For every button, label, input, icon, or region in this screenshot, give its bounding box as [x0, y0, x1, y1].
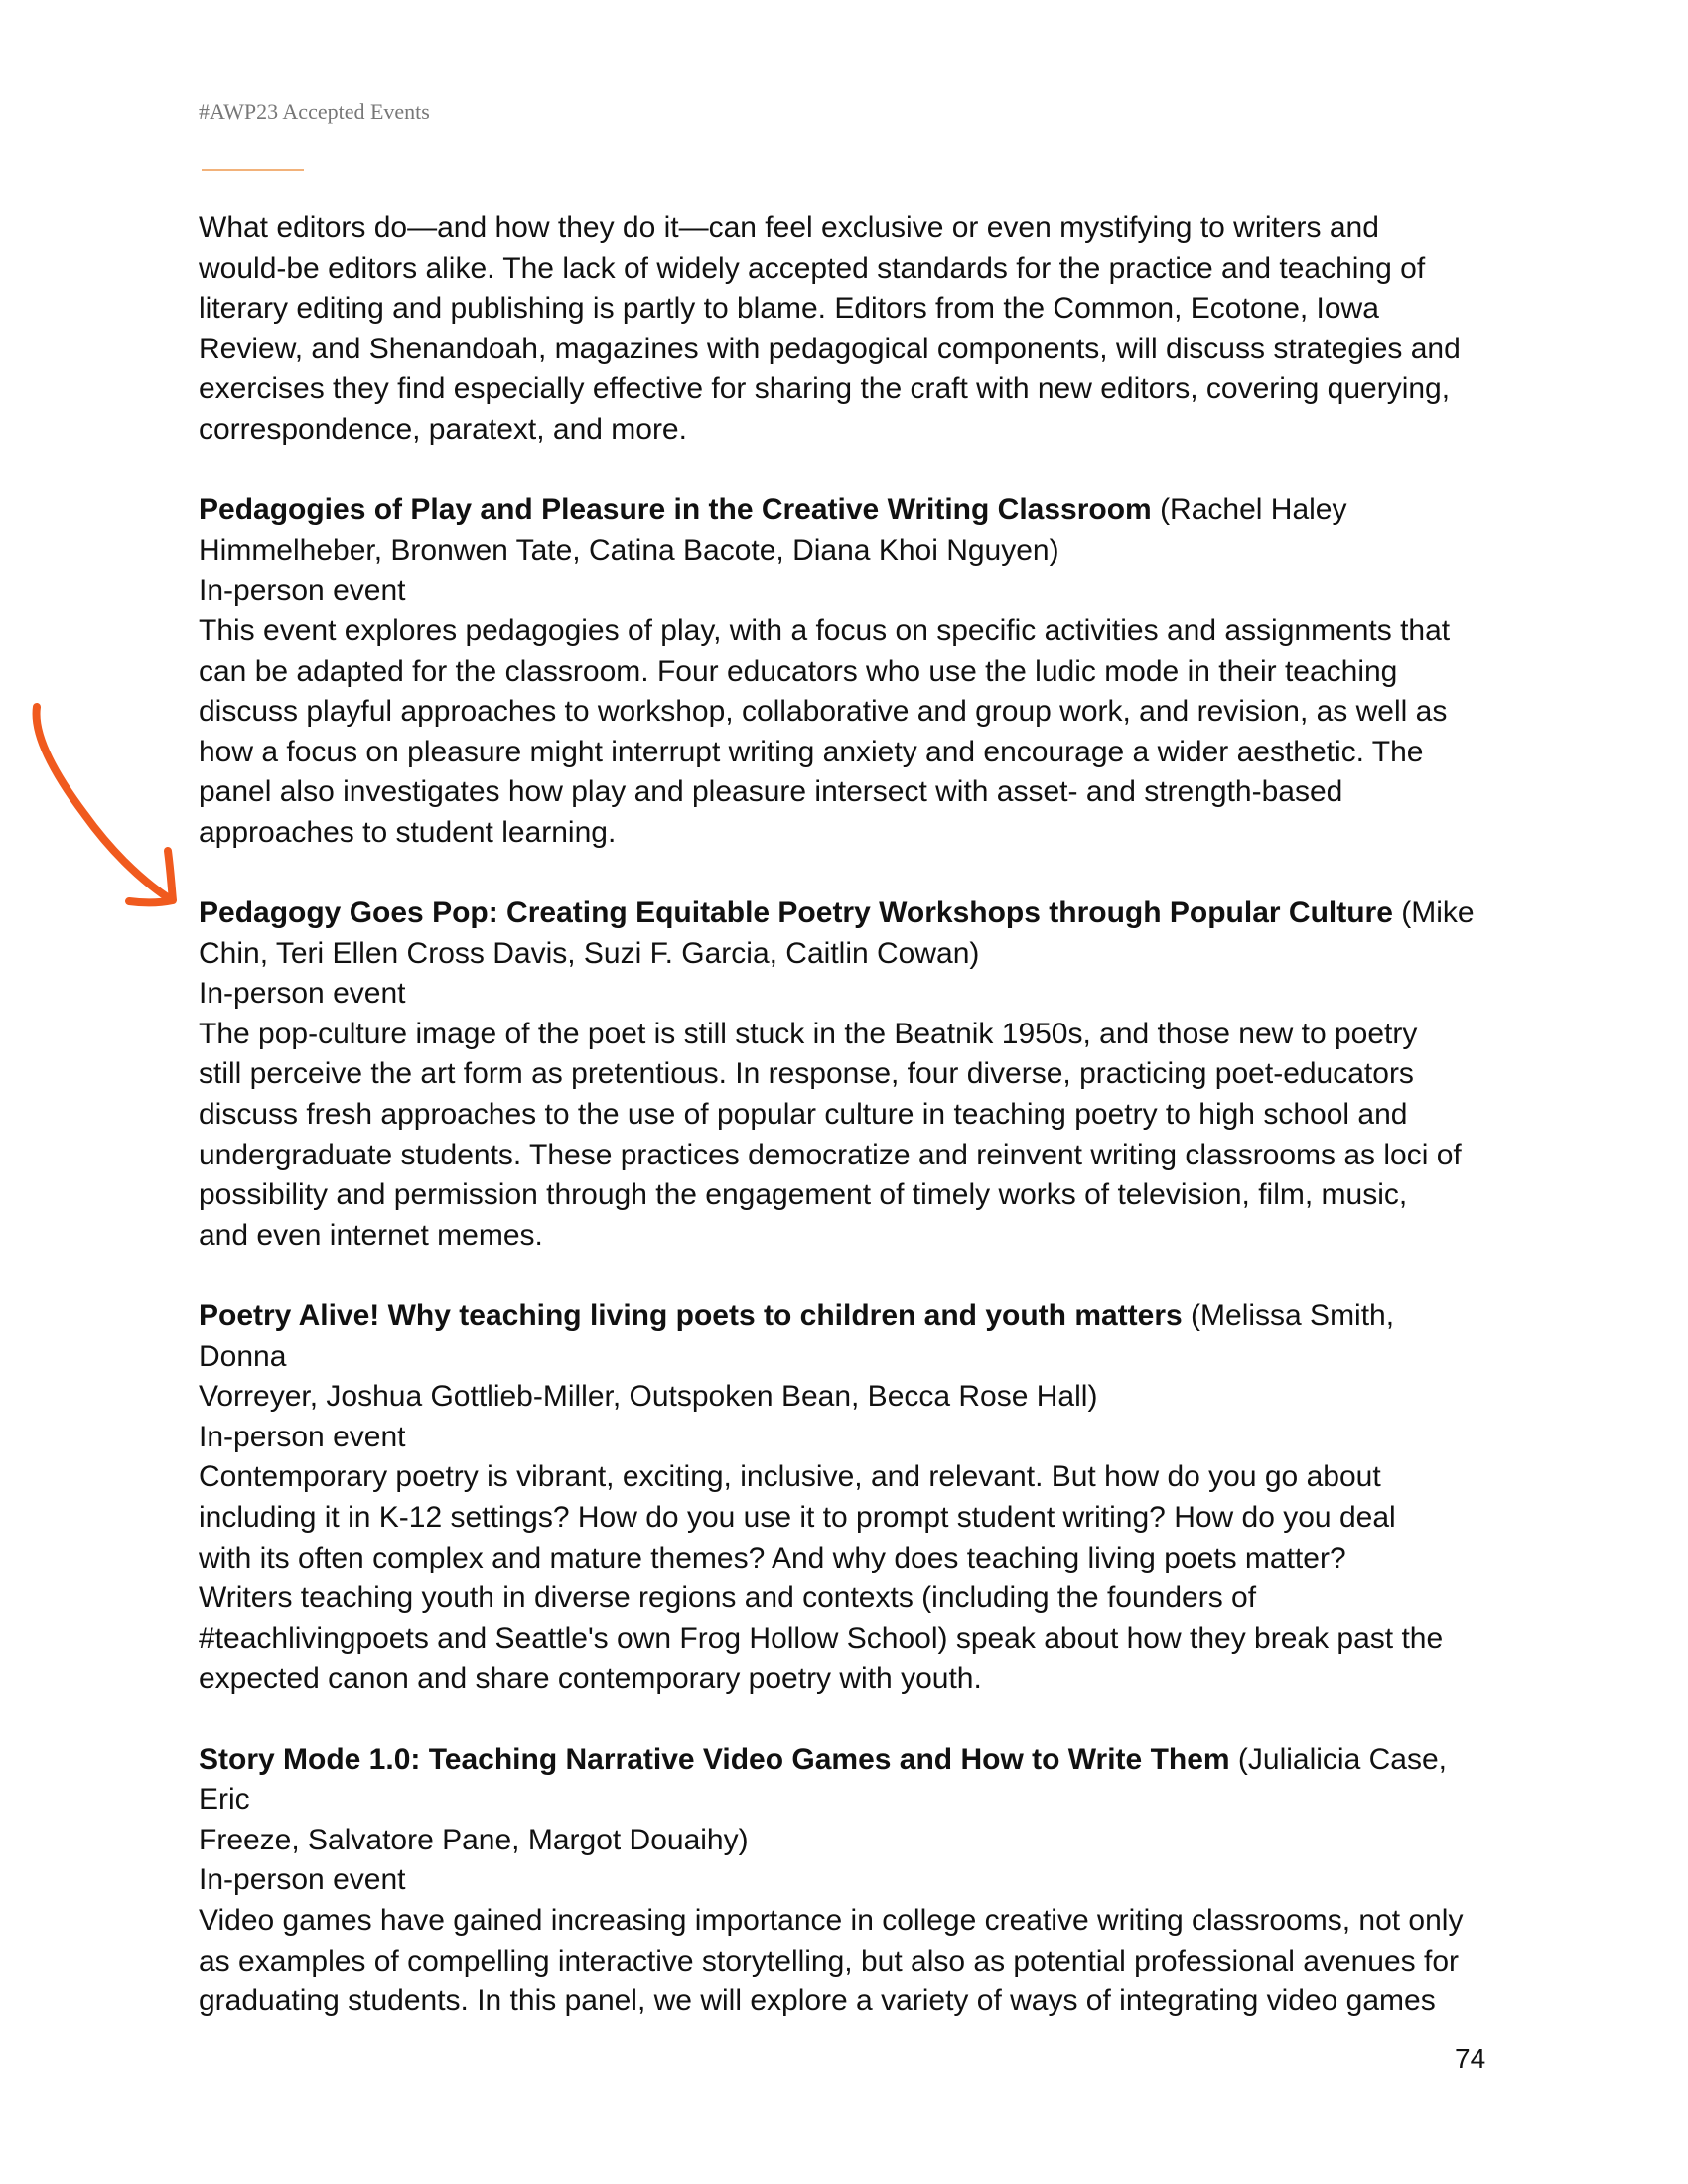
event-entry — [199, 1740, 1489, 2022]
arrow-shaft — [37, 707, 169, 898]
event-description-line: still perceive the art form as pretentious. In response, four diverse, practicing poet-educators — [199, 1057, 1414, 1091]
event-description-line: The pop-culture image of the poet is still stuck in the Beatnik 1950s, and those new to poetry — [199, 1017, 1418, 1050]
event-speakers-continued: Vorreyer, Joshua Gottlieb-Miller, Outspoken Bean, Becca Rose Hall) — [199, 1380, 1098, 1414]
event-title: Pedagogy Goes Pop: Creating Equitable Poetry Workshops through Popular Culture — [199, 896, 1393, 930]
event-description-line: as examples of compelling interactive storytelling, but also as potential professional avenues for — [199, 1944, 1460, 1978]
event-description-line: possibility and permission through the engagement of timely works of television, film, music, — [199, 1178, 1408, 1212]
event-title: Poetry Alive! Why teaching living poets to children and youth matters — [199, 1299, 1183, 1333]
event-description-line: approaches to student learning. — [199, 815, 617, 849]
event-speakers-continued: Freeze, Salvatore Pane, Margot Douaihy) — [199, 1823, 749, 1856]
event-description-line: discuss fresh approaches to the use of popular culture in teaching poetry to high school and — [199, 1098, 1408, 1132]
event-speakers-continued: Himmelheber, Bronwen Tate, Catina Bacote, Diana Khoi Nguyen) — [199, 533, 1059, 567]
event-description-line: undergraduate students. These practices democratize and reinvent writing classrooms as loci of — [199, 1138, 1462, 1171]
event-heading-line — [199, 490, 1489, 531]
intro-line: What editors do—and how they do it—can feel exclusive or even mystifying to writers and — [199, 211, 1379, 244]
event-title: Pedagogies of Play and Pleasure in the Creative Writing Classroom — [199, 493, 1152, 527]
event-description-line: Video games have gained increasing importance in college creative writing classrooms, not only — [199, 1903, 1464, 1937]
intro-line: correspondence, paratext, and more. — [199, 412, 687, 446]
running-header: #AWP23 Accepted Events — [199, 99, 430, 124]
event-speakers: (Julialicia Case, Eric — [199, 1742, 1447, 1817]
event-heading-line — [199, 1297, 1489, 1377]
event-description-line: expected canon and share contemporary poetry with youth. — [199, 1662, 982, 1696]
event-description-line: how a focus on pleasure might interrupt writing anxiety and encourage a wider aesthetic. The — [199, 735, 1424, 768]
event-heading-line — [199, 1740, 1489, 1821]
arrow-head — [129, 851, 173, 902]
event-title: Story Mode 1.0: Teaching Narrative Video Games and How to Write Them — [199, 1742, 1230, 1776]
event-description-line: including it in K-12 settings? How do you use it to prompt student writing? How do you deal — [199, 1501, 1396, 1534]
event-heading-line — [199, 893, 1489, 934]
event-description-line: graduating students. In this panel, we will explore a variety of ways of integrating video games — [199, 1984, 1436, 2018]
event-description-line: with its often complex and mature themes? And why does teaching living poets matter? — [199, 1541, 1346, 1574]
event-description-line: This event explores pedagogies of play, with a focus on specific activities and assignments that — [199, 614, 1451, 647]
event-format: In-person event — [199, 977, 406, 1011]
intro-line: Review, and Shenandoah, magazines with pedagogical components, will discuss strategies and — [199, 332, 1461, 365]
event-description-line: can be adapted for the classroom. Four educators who use the ludic mode in their teaching — [199, 654, 1398, 688]
event-speakers: (Mike — [1392, 896, 1475, 930]
event-speakers-continued: Chin, Teri Ellen Cross Davis, Suzi F. Garcia, Caitlin Cowan) — [199, 936, 980, 970]
event-description-line: panel also investigates how play and pleasure intersect with asset- and strength-based — [199, 775, 1343, 809]
event-description-line: #teachlivingpoets and Seattle's own Frog Hollow School) speak about how they break past the — [199, 1621, 1444, 1655]
event-description-line: Contemporary poetry is vibrant, exciting, inclusive, and relevant. But how do you go about — [199, 1460, 1381, 1494]
event-description-line: discuss playful approaches to workshop, collaborative and group work, and revision, as well as — [199, 695, 1448, 729]
intro-line: literary editing and publishing is partly to blame. Editors from the Common, Ecotone, Iowa — [199, 292, 1379, 326]
page-body — [199, 208, 1489, 2022]
event-format: In-person event — [199, 574, 406, 608]
event-format: In-person event — [199, 1863, 406, 1897]
intro-line: exercises they find especially effective for sharing the craft with new editors, covering querying, — [199, 372, 1451, 406]
intro-paragraph — [199, 208, 1489, 451]
event-description-line: and even internet memes. — [199, 1218, 543, 1252]
event-format: In-person event — [199, 1420, 406, 1453]
page-number: 74 — [1455, 2043, 1486, 2074]
event-description-line: Writers teaching youth in diverse regions and contexts (including the founders of — [199, 1581, 1257, 1615]
event-speakers: (Rachel Haley — [1151, 493, 1347, 527]
event-entry — [199, 1297, 1489, 1700]
intro-line: would-be editors alike. The lack of widely accepted standards for the practice and teaching of — [199, 251, 1426, 285]
header-rule — [202, 169, 304, 171]
event-entry — [199, 490, 1489, 853]
event-entry-highlighted — [199, 893, 1489, 1256]
event-speakers: (Melissa Smith, Donna — [199, 1299, 1395, 1373]
